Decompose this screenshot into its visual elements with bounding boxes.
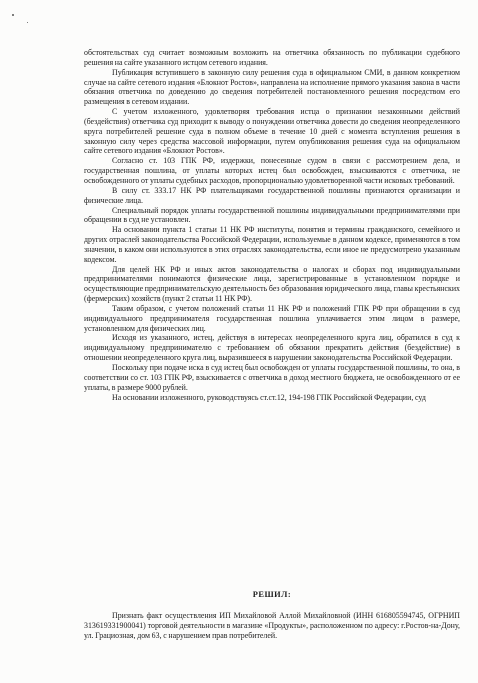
scan-speck [27,22,28,23]
decision-heading: РЕШИЛ: [252,590,292,599]
scan-speck [12,14,14,16]
paragraph: Специальный порядок уплаты государственной пошлины индивидуальными предпринимателями при обращении в суд не установлен. [84,205,460,225]
paragraph: обстоятельствах суд считает возможным возложить на ответчика обязанность по публикации судебного решения на сайте указанного истцом сетевого издания. [84,48,460,67]
paragraph: Публикация вступившего в законную силу решения суда в официальном СМИ, в данном конкретном случае на сайте сетевого издания «Блокнот Ростов», направлена на исполнение прямого указания закона в части обязания ответчика по доведению до сведения потребителей постановленного решения посредством его размещения в сетевом издании. [84,67,460,107]
paragraph: На основании пункта 1 статьи 11 НК РФ институты, понятия и термины гражданского, семейного и других отраслей законодательства Российской Федерации, используемые в данном кодексе, применяются в том значении, в каком они используются в этих отраслях законодательства, если иное не предусмотрено указанным кодексом. [84,225,460,264]
paragraph: С учетом изложенного, удовлетворяя требования истца о признании незаконными действий (бездействия) ответчика суд приходит к выводу о понуждении ответчика довести до сведения неопределенного круга потребителей решение суда в полном объеме в течение 10 дней с момента вступления решения в законную силу через средства массовой информации, путем опубликования решения суда на официальном сайте сетевого издания «Блокнот Ростов». [84,107,460,156]
paragraph: На основании изложенного, руководствуясь ст.ст.12, 194-198 ГПК Российской Федерации, суд [112,392,426,402]
paragraph: Согласно ст. 103 ГПК РФ, издержки, понесенные судом в связи с рассмотрением дела, и государственная пошлина, от уплаты которых истец был освобожден, взыскиваются с ответчика, не освобожденного от уплаты судебных расходов, пропорционально удовлетворенной части исковых требований. [84,156,460,185]
body-text [84,48,460,402]
paragraph: Для целей НК РФ и иных актов законодательства о налогах и сборах под индивидуальными предпринимателями понимаются физические лица, зарегистрированные в установленном порядке и осуществляющие предпринимательскую деятельность без образования юридического лица, главы крестьянских (фермерских) хозяйств (пункт 2 статьи 11 НК РФ). [84,264,460,304]
decision-paragraph: Признать факт осуществления ИП Михайловой Аллой Михайловной (ИНН 616805594745, ОГРНИП 313619331900041) торговой деятельности в магазине «Продукты», расположенном по адресу: г.Ростов-на-Дону, ул. Грациозная, дом 63, с нарушением прав потребителей. [84,611,460,640]
paragraph: Поскольку при подаче иска в суд истец был освобожден от уплаты государственной пошлины, то она, в соответствии со ст. 103 ГПК РФ, взыскивается с ответчика в доход местного бюджета, не освобожденного от ее уплаты, в размере 9000 рублей. [84,363,460,392]
paragraph: В силу ст. 333.17 НК РФ плательщиками государственной пошлины признаются организации и физические лица. [84,185,460,205]
paragraph: Таким образом, с учетом положений статьи 11 НК РФ и положений ГПК РФ при обращении в суд индивидуального предпринимателя государственная пошлина уплачивается этим лицом в размере, установленном для физических лиц. [84,303,460,333]
paragraph: Исходя из указанного, истец, действуя в интересах неопределенного круга лиц, обратился в суд к индивидуальному предпринимателю с требованием об обязании прекратить действия (бездействие) в отношении неопределенного круга лиц, выразившееся в нарушении законодательства Российской Федерации. [84,333,460,363]
